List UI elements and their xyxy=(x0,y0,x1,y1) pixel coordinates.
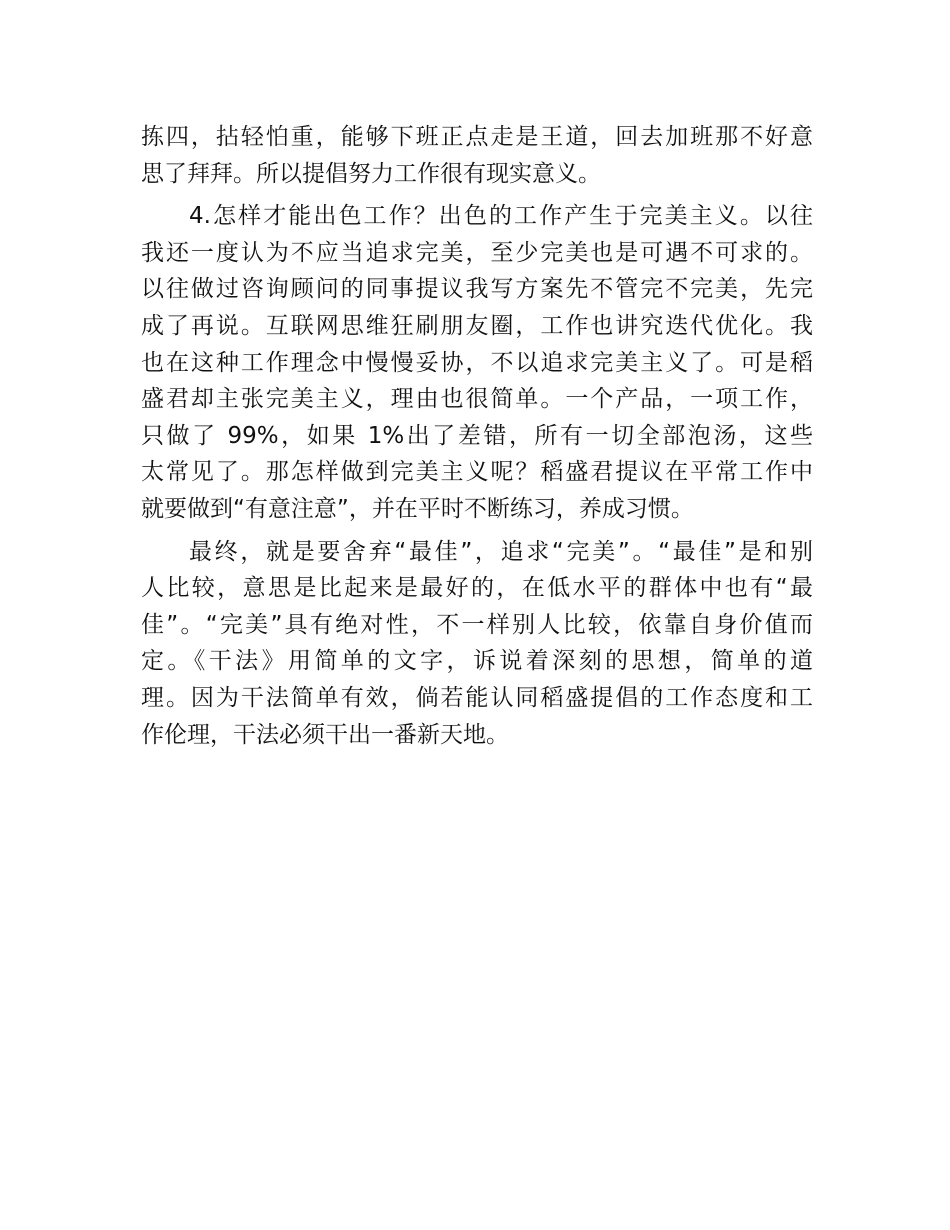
paragraph-line: 拣四，拈轻怕重，能够下班正点走是王道，回去加班那不好意 xyxy=(141,124,813,150)
paragraph-line: 也在这种工作理念中慢慢妥协，不以追求完美主义了。可是稻 xyxy=(141,349,813,376)
paragraph-line: 4.怎样才能出色工作？出色的工作产生于完美主义。以往 xyxy=(189,203,813,230)
paragraph-line: 思了拜拜。所以提倡努力工作很有现实意义。 xyxy=(141,160,601,187)
paragraph-line: 盛君却主张完美主义，理由也很简单。一个产品，一项工作， xyxy=(141,386,813,413)
paragraph-line: 成了再说。互联网思维狂刷朋友圈，工作也讲究迭代优化。我 xyxy=(141,312,813,339)
paragraph-line: 理。因为干法简单有效，倘若能认同稻盛提倡的工作态度和工 xyxy=(141,684,813,711)
paragraph-line: 只做了 99%，如果 1%出了差错，所有一切全部泡汤，这些 xyxy=(141,422,813,449)
paragraph-line: 定。《干法》用简单的文字，诉说着深刻的思想，简单的道 xyxy=(141,648,813,675)
paragraph-line: 佳”。“完美”具有绝对性，不一样别人比较，依靠自身价值而 xyxy=(141,611,813,638)
paragraph-line: 以往做过咨询顾问的同事提议我写方案先不管完不完美，先完 xyxy=(141,276,813,303)
paragraph-line: 作伦理，干法必须干出一番新天地。 xyxy=(141,721,509,748)
paragraph-2 xyxy=(141,198,813,527)
paragraph-line: 太常见了。那怎样做到完美主义呢？稻盛君提议在平常工作中 xyxy=(141,459,813,486)
document-body xyxy=(141,119,813,759)
paragraph-line: 人比较，意思是比起来是最好的，在低水平的群体中也有“最 xyxy=(141,575,813,602)
paragraph-3 xyxy=(141,534,813,754)
paragraph-line: 我还一度认为不应当追求完美，至少完美也是可遇不可求的。 xyxy=(141,239,813,266)
paragraph-1 xyxy=(141,119,813,192)
paragraph-line: 最终，就是要舍弃“最佳”，追求“完美”。“最佳”是和别 xyxy=(189,538,813,565)
paragraph-line: 就要做到“有意注意”，并在平时不断练习，养成习惯。 xyxy=(141,495,694,522)
